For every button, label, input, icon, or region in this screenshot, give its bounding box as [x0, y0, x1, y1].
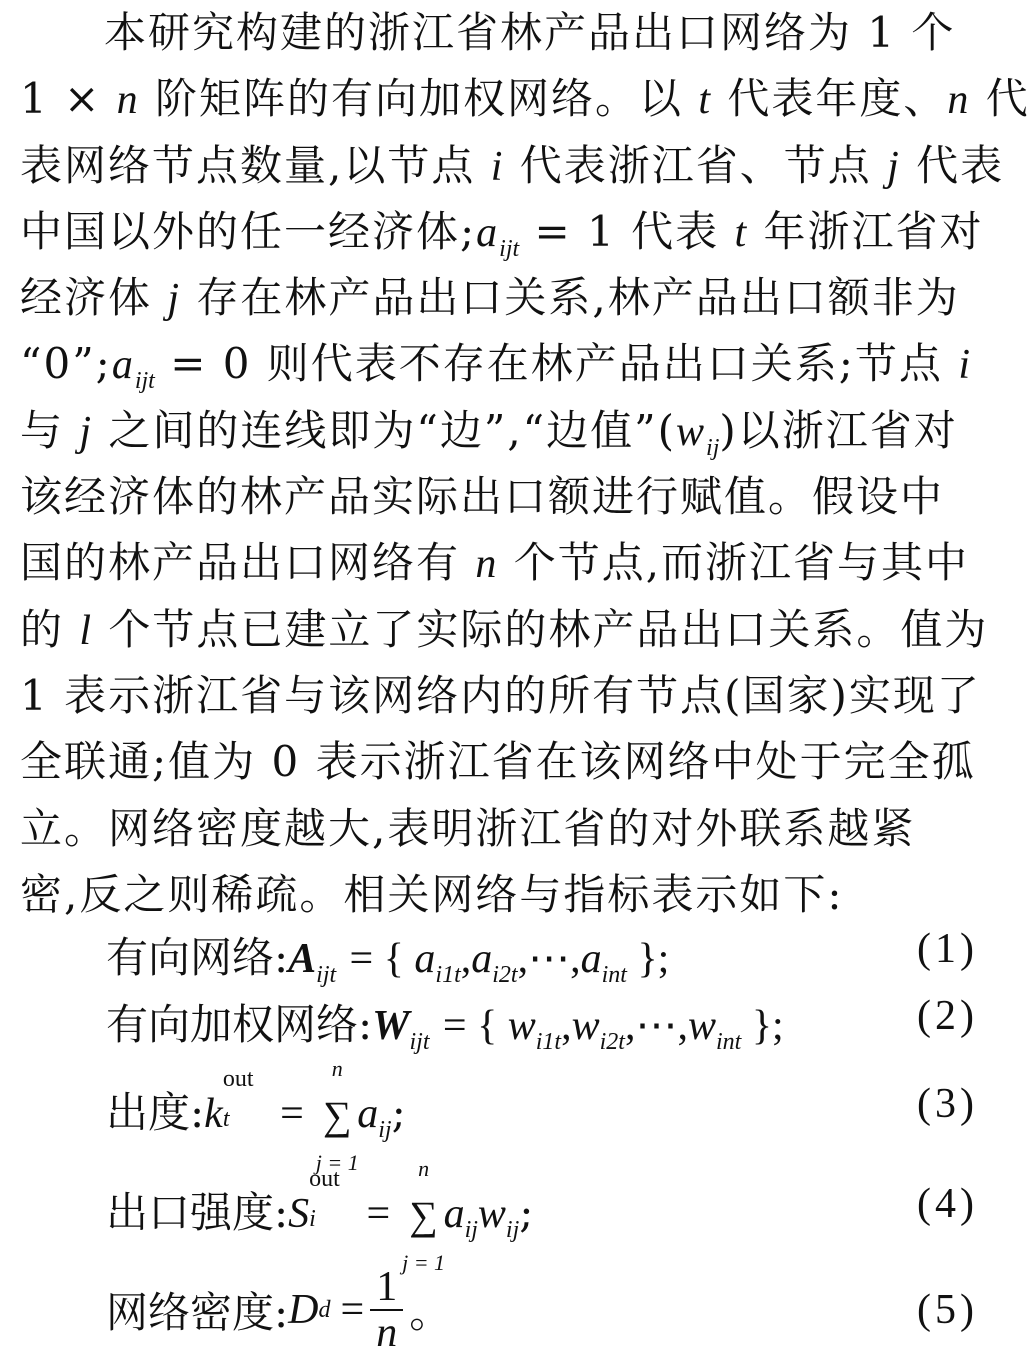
equation-3: 出度:k out t = n ∑ j = 1 $a_{ij}$; (3) — [106, 1056, 978, 1175]
equation-symbol: D — [288, 1287, 319, 1333]
text-line: 密,反之则稀疏。相关网络与指标表示如下: — [20, 869, 844, 919]
text-line: 表网络节点数量,以节点 i 代表浙江省、节点 j 代表 — [20, 140, 1005, 190]
equation-4: 出口强度:S out i = n ∑ j = 1 $a_{ij}w_{ij}$; (4) — [106, 1156, 978, 1275]
text-line: 立。网络密度越大,表明浙江省的对外联系越紧 — [20, 803, 916, 853]
equation-subscript: ijt — [316, 962, 337, 988]
equation-number: (1) — [917, 926, 978, 972]
text-line: 与 j 之间的连线即为“边”,“边值$”(w_{ij})$以浙江省对 — [20, 405, 958, 461]
fraction: $\frac{1}{n}$ — [370, 1265, 403, 1355]
equation-number: (4) — [917, 1181, 978, 1227]
equation-subscript: d — [318, 1296, 331, 1323]
text-line: 本研究构建的浙江省林产品出口网络为 1 个 — [104, 8, 956, 57]
equation-subscript: ijt — [409, 1029, 430, 1055]
equation-superscript: out — [222, 1066, 254, 1092]
equation-2: 有向加权网络$:W_{ijt}$ = { $w_{i1t},w_{i2t},\cdots,w_{int}$ }; (2) — [106, 993, 978, 1055]
equation-5: 网络密度: D d = $\frac{1}{n}$ 。 (5) — [106, 1264, 978, 1356]
equation-number: (2) — [917, 993, 978, 1039]
text-line: “$0”;a_{ijt} = 0$ 则代表不存在林产品出口关系;节点 i — [20, 339, 972, 395]
equation-symbol: A — [288, 936, 317, 982]
equation-superscript: out — [309, 1166, 340, 1192]
text-line: 的 l 个节点已建立了实际的林产品出口关系。值为 — [20, 604, 989, 654]
equation-symbol: S — [288, 1191, 310, 1237]
equation-label: 出度: — [106, 1088, 205, 1137]
summation-operator: n ∑ j = 1 — [402, 1156, 446, 1275]
equation-subscript: i — [309, 1206, 316, 1232]
equation-label: 有向网络: — [106, 933, 289, 982]
text-line: 国的林产品出口网络有 n 个节点,而浙江省与其中 — [20, 538, 970, 588]
equation-symbol: W — [372, 1003, 410, 1049]
body-paragraph — [20, 0, 1030, 928]
equation-number: (5) — [917, 1287, 978, 1333]
summation-operator: n ∑ j = 1 — [315, 1056, 359, 1175]
text-line: 全联通;值为 0 表示浙江省在该网络中处于完全孤 — [20, 737, 976, 787]
equation-label: 网络密度: — [106, 1288, 289, 1337]
text-line: 中国以外的任一经济体$;a_{ijt} = 1$ 代表 t 年浙江省对 — [20, 206, 984, 262]
text-line: 1 表示浙江省与该网络内的所有节点(国家)实现了 — [20, 670, 981, 720]
text-line: 1 × n 阶矩阵的有向加权网络。以 t 代表年度、n 代 — [20, 74, 1030, 124]
equation-subscript: t — [222, 1106, 230, 1132]
text-line: 该经济体的林产品实际出口额进行赋值。假设中 — [20, 472, 945, 522]
equation-label: 出口强度: — [106, 1188, 289, 1237]
equation-number: (3) — [917, 1081, 978, 1127]
equation-label: 有向加权网络: — [106, 1000, 373, 1049]
text-line: 经济体 j 存在林产品出口关系,林产品出口额非为 — [20, 273, 960, 323]
equation-symbol: k — [204, 1091, 223, 1137]
equation-1: 有向网络$:A_{ijt}$ = { $a_{i1t},a_{i2t},\cdots,a_{int}$ }; (1) — [106, 926, 978, 988]
